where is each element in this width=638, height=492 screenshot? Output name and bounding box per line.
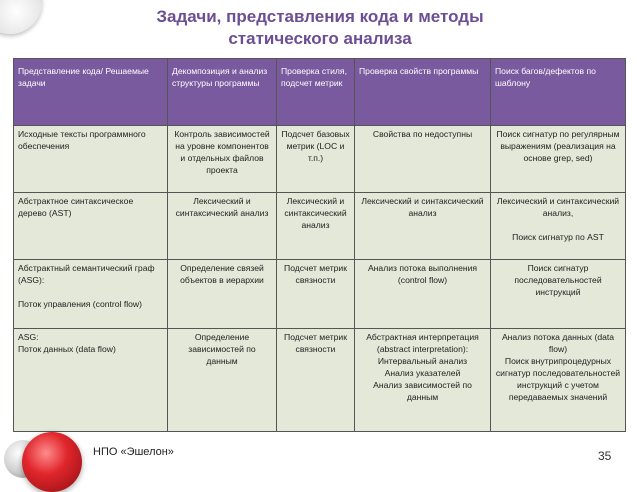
decorative-ball-top: [0, 0, 42, 34]
table-cell: Свойства по недоступны: [355, 126, 491, 193]
table-cell: Контроль зависимостей на уровне компонентов и отдельных файлов проекта: [168, 126, 277, 193]
footer-organization: НПО «Эшелон»: [93, 446, 174, 458]
analysis-methods-table-container: [13, 58, 625, 432]
slide-title: Задачи, представления кода и методы статического анализа: [156, 7, 484, 48]
table-cell: Лексический и синтаксический анализ: [277, 193, 355, 260]
table-cell: Абстрактная интерпретация (abstract interpretation): Интервальный анализ Анализ указателей Анализ зависимостей по данным: [355, 329, 491, 432]
table-cell: Абстрактный семантический граф (ASG): Поток управления (control flow): [14, 260, 168, 329]
table-header-row: [14, 59, 626, 126]
table-cell: Лексический и синтаксический анализ, Поиск сигнатур по AST: [491, 193, 626, 260]
table-cell: ASG: Поток данных (data flow): [14, 329, 168, 432]
table-cell: Анализ потока данных (data flow) Поиск внутрипроцедурных сигнатур последовательностей инструкций с учетом передаваемых значений: [491, 329, 626, 432]
table-row: [14, 126, 626, 193]
analysis-methods-table: [13, 58, 626, 432]
table-cell: Определение связей объектов в иерархии: [168, 260, 277, 329]
table-row: [14, 193, 626, 260]
header-cell-decomposition: Декомпозиция и анализ структуры программы: [168, 59, 277, 126]
header-cell-property-check: Проверка свойств программы: [355, 59, 491, 126]
header-cell-representation: Представление кода/ Решаемые задачи: [14, 59, 168, 126]
table-cell: Исходные тексты программного обеспечения: [14, 126, 168, 193]
table-cell: Анализ потока выполнения (control flow): [355, 260, 491, 329]
table-cell: Подсчет метрик связности: [277, 329, 355, 432]
decorative-ball-red: [22, 432, 82, 492]
table-cell: Подсчет метрик связности: [277, 260, 355, 329]
table-cell: Подсчет базовых метрик (LOC и т.п.): [277, 126, 355, 193]
table-cell: Поиск сигнатур последовательностей инструкций: [491, 260, 626, 329]
table-cell: Лексический и синтаксический анализ: [355, 193, 491, 260]
table-row: [14, 260, 626, 329]
table-cell: Лексический и синтаксический анализ: [168, 193, 277, 260]
page-number: 35: [598, 449, 612, 463]
header-cell-bug-search: Поиск багов/дефектов по шаблону: [491, 59, 626, 126]
table-cell: Определение зависимостей по данным: [168, 329, 277, 432]
header-cell-style-metrics: Проверка стиля, подсчет метрик: [277, 59, 355, 126]
table-cell: Абстрактное синтаксическое дерево (AST): [14, 193, 168, 260]
table-cell: Поиск сигнатур по регулярным выражениям (реализация на основе grep, sed): [491, 126, 626, 193]
table-row: [14, 329, 626, 432]
